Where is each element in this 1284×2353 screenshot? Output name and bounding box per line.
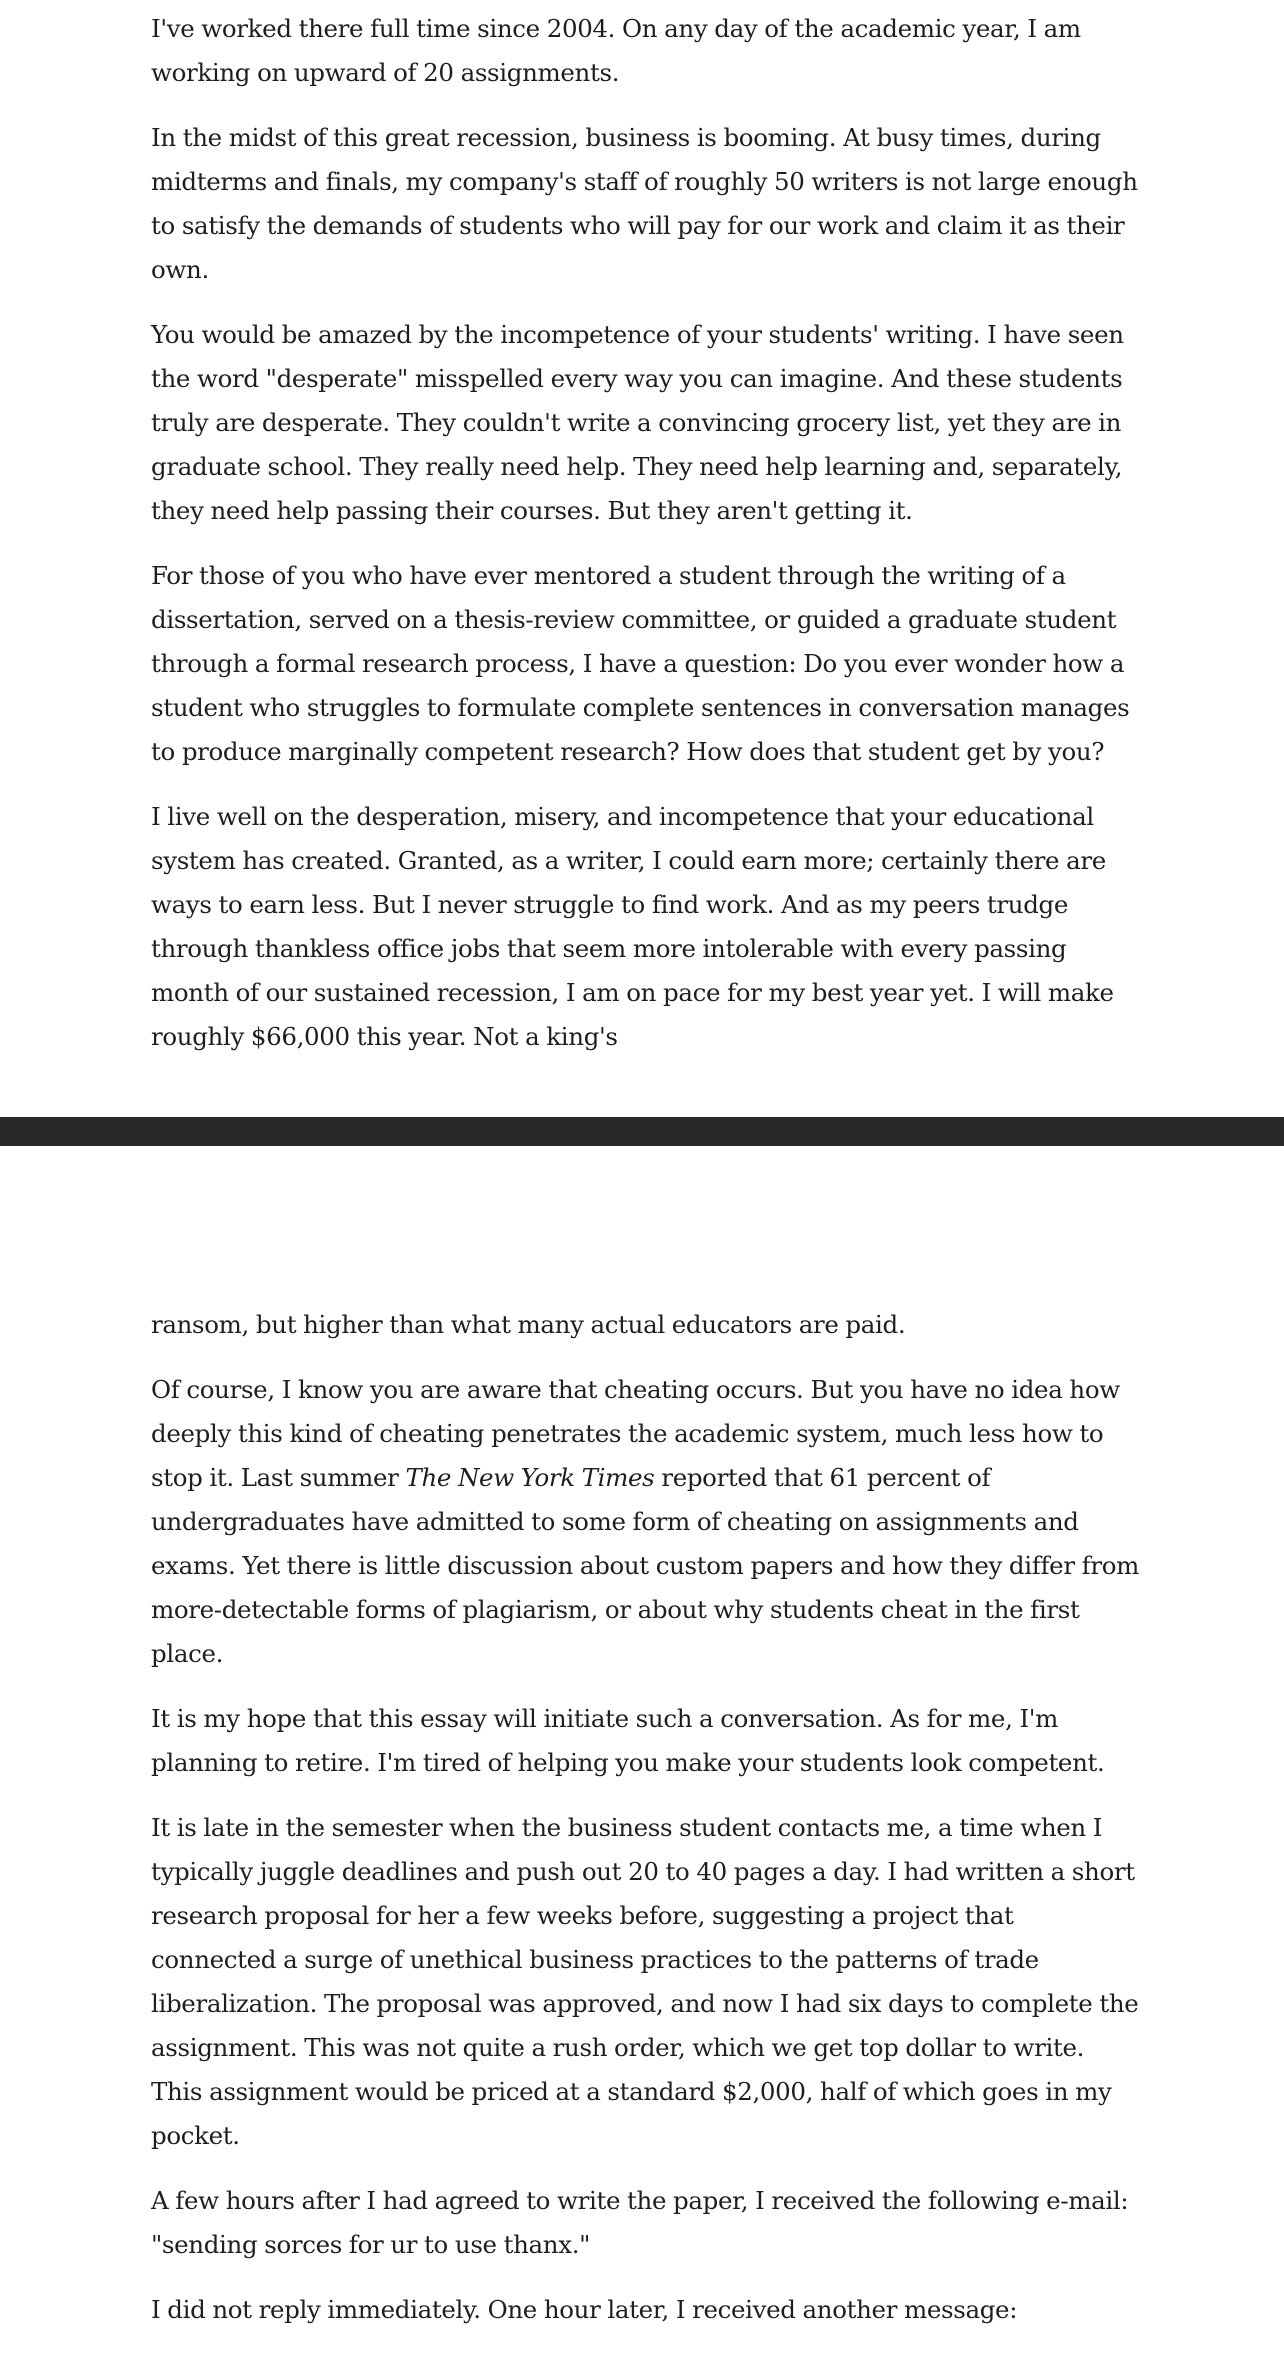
paragraph-work-history: I've worked there full time since 2004. On any day of the academic year, I am working on upward of 20 assignments. [151,14,1081,87]
paragraph-cheating-occurs [151,1368,1141,1676]
paragraph-business-booming: In the midst of this great recession, business is booming. At busy times, during midterms and finals, my company's staff of roughly 50 writers is not large enough to satisfy the demands of students who will pay for our work and claim it as their own. [151,123,1138,284]
page-break-divider [0,1117,1284,1146]
paragraph-mentor-question: For those of you who have ever mentored a student through the writing of a dissertation, served on a thesis-review committee, or guided a graduate student through a formal research process, I have a question: Do you ever wonder how a student who struggles to formulate complete sentences in conversation manages to produce marginally competent research? How does that student get by you? [151,561,1130,766]
article-body-bottom [151,1303,1141,2353]
nyt-text-before: Of course, I know you are aware that cheating occurs. But you have no idea how deeply this kind of cheating penetrates the academic system, much less how to stop it. Last summer [151,1375,1120,1492]
publication-name: The New York Times [405,1463,655,1492]
paragraph-retire: It is my hope that this essay will initiate such a conversation. As for me, I'm planning to retire. I'm tired of helping you make your students look competent. [151,1704,1105,1777]
article-body-top [151,7,1141,1080]
paragraph-another-message: I did not reply immediately. One hour later, I received another message: [151,2295,1018,2324]
paragraph-desperation-income: I live well on the desperation, misery, and incompetence that your educational system has created. Granted, as a writer, I could earn more; certainly there are ways to earn less. But I never struggle to find work. And as my peers trudge through thankless office jobs that seem more intolerable with every passing month of our sustained recession, I am on pace for my best year yet. I will make roughly $66,000 this year. Not a king's [151,802,1114,1051]
paragraph-business-student: It is late in the semester when the business student contacts me, a time when I typically juggle deadlines and push out 20 to 40 pages a day. I had written a short research proposal for her a few weeks before, suggesting a project that connected a surge of unethical business practices to the patterns of trade liberalization. The proposal was approved, and now I had six days to complete the assignment. This was not quite a rush order, which we get top dollar to write. This assignment would be priced at a standard $2,000, half of which goes in my pocket. [151,1813,1139,2150]
paragraph-continuation: ransom, but higher than what many actual educators are paid. [151,1310,906,1339]
paragraph-email: A few hours after I had agreed to write the paper, I received the following e-mail: "sending sorces for ur to use thanx." [151,2186,1129,2259]
paragraph-incompetence: You would be amazed by the incompetence of your students' writing. I have seen the word "desperate" misspelled every way you can imagine. And these students truly are desperate. They couldn't write a convincing grocery list, yet they are in graduate school. They really need help. They need help learning and, separately, they need help passing their courses. But they aren't getting it. [151,320,1124,525]
nyt-text-after: reported that 61 percent of undergraduates have admitted to some form of cheating on assignments and exams. Yet there is little discussion about custom papers and how they differ from more-detectable forms of plagiarism, or about why students cheat in the first place. [151,1463,1139,1668]
